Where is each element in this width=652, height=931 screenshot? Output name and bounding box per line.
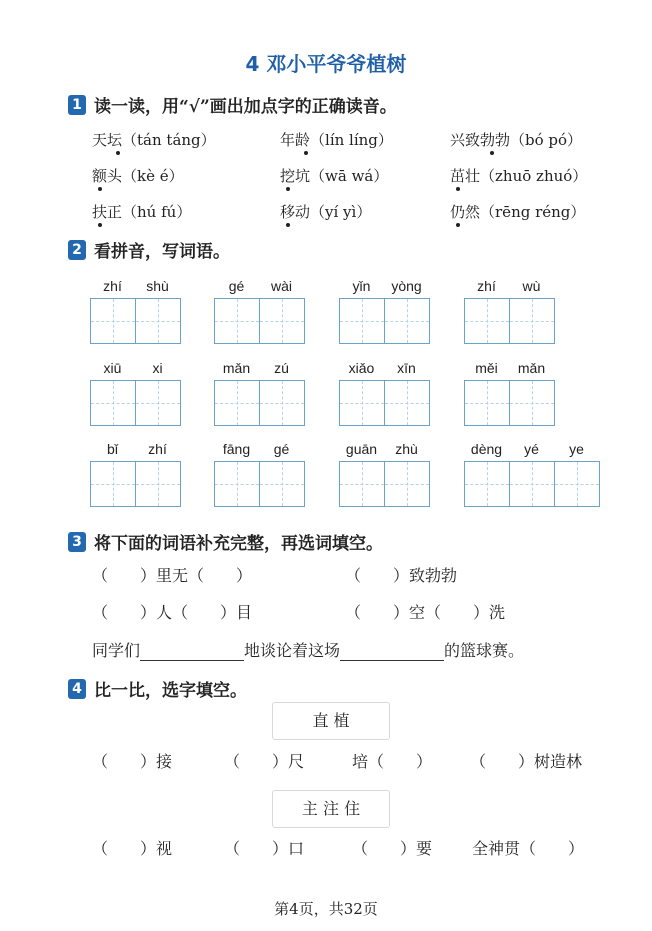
pinyin-label: bǐ bbox=[107, 441, 118, 457]
pinyin-label: xi bbox=[152, 360, 163, 376]
emphasis-dot bbox=[286, 223, 290, 227]
section-3-heading bbox=[68, 529, 383, 554]
writing-cell[interactable] bbox=[339, 298, 385, 344]
pinyin-writing-group bbox=[90, 278, 180, 344]
options: （bó pó） bbox=[510, 131, 583, 149]
pinyin-label: shù bbox=[146, 278, 169, 294]
word: 仍然 bbox=[450, 203, 481, 221]
choice-fill: （ ）尺 bbox=[224, 752, 305, 771]
pinyin-writing-group bbox=[90, 360, 180, 426]
pinyin-label: ye bbox=[569, 441, 584, 457]
pronunciation-item bbox=[92, 129, 216, 150]
sentence-part: 同学们 bbox=[92, 641, 141, 660]
emphasis-dot bbox=[304, 151, 308, 155]
pinyin-label: wù bbox=[522, 278, 541, 294]
writing-cell[interactable] bbox=[214, 461, 260, 507]
section-1-heading bbox=[68, 92, 397, 117]
options: （yí yì） bbox=[310, 203, 372, 221]
pinyin-label: mǎn bbox=[222, 360, 251, 376]
emphasis-dot bbox=[490, 151, 494, 155]
pinyin-writing-group bbox=[339, 278, 429, 344]
choice-fill: 培（ ） bbox=[352, 752, 433, 771]
pronunciation-item bbox=[280, 201, 371, 222]
pronunciation-item bbox=[450, 201, 585, 222]
writing-cell[interactable] bbox=[339, 380, 385, 426]
pinyin-label: yǐn bbox=[352, 278, 371, 294]
pinyin-writing-group bbox=[214, 278, 304, 344]
pinyin-label: zhù bbox=[395, 441, 418, 457]
writing-cell[interactable] bbox=[384, 461, 430, 507]
writing-cell[interactable] bbox=[135, 380, 181, 426]
pinyin-label: xīn bbox=[397, 360, 416, 376]
options: （kè é） bbox=[122, 167, 184, 185]
writing-cell[interactable] bbox=[509, 380, 555, 426]
character-choice-box: 主 注 住 bbox=[272, 790, 390, 828]
section-3-title: 将下面的词语补充完整，再选词填空。 bbox=[94, 534, 383, 554]
emphasis-dot bbox=[98, 223, 102, 227]
word: 移动 bbox=[280, 203, 311, 221]
sentence-part: 地谈论着这场 bbox=[244, 641, 341, 660]
section-4-title: 比一比，选字填空。 bbox=[94, 681, 247, 701]
idiom-fill-2: （ ）致勃勃 bbox=[345, 566, 458, 585]
page-title: 4 邓小平爷爷植树 bbox=[245, 52, 407, 76]
options: （rēng réng） bbox=[480, 203, 586, 221]
pinyin-writing-group bbox=[339, 360, 429, 426]
section-2-heading bbox=[68, 237, 230, 262]
writing-cell[interactable] bbox=[214, 380, 260, 426]
answer-blank[interactable] bbox=[140, 642, 244, 661]
writing-cell[interactable] bbox=[384, 298, 430, 344]
pinyin-writing-group bbox=[214, 360, 304, 426]
choice-fill: （ ）要 bbox=[352, 839, 433, 858]
section-4-number: 4 bbox=[68, 679, 86, 699]
pinyin-label: dèng bbox=[470, 441, 503, 457]
pinyin-label: mǎn bbox=[517, 360, 546, 376]
pronunciation-row-1 bbox=[92, 129, 612, 153]
pronunciation-item bbox=[450, 165, 587, 186]
pinyin-label: měi bbox=[475, 360, 498, 376]
choice-fill: （ ）树造林 bbox=[470, 752, 583, 771]
page-footer: 第4页，共32页 bbox=[274, 900, 378, 918]
pinyin-label: gé bbox=[228, 278, 245, 294]
idiom-fill-3: （ ）人（ ）目 bbox=[92, 603, 253, 622]
pinyin-label: xiū bbox=[103, 360, 122, 376]
pinyin-writing-group bbox=[464, 278, 554, 344]
emphasis-dot bbox=[456, 223, 460, 227]
pinyin-label: fāng bbox=[222, 441, 251, 457]
pinyin-label: xiǎo bbox=[348, 360, 375, 376]
section-2-title: 看拼音，写词语。 bbox=[94, 242, 230, 262]
pinyin-label: yé bbox=[524, 441, 539, 457]
pronunciation-row-3 bbox=[92, 201, 612, 225]
pronunciation-row-2 bbox=[92, 165, 612, 189]
emphasis-dot bbox=[98, 187, 102, 191]
writing-cell[interactable] bbox=[464, 380, 510, 426]
pinyin-writing-group bbox=[464, 360, 554, 426]
pronunciation-item bbox=[280, 165, 388, 186]
word: 年龄 bbox=[280, 131, 311, 149]
pinyin-label: wài bbox=[270, 278, 292, 294]
emphasis-dot bbox=[286, 187, 290, 191]
choice-fill: （ ）接 bbox=[92, 752, 173, 771]
writing-cell[interactable] bbox=[509, 461, 555, 507]
options: （hú fú） bbox=[122, 203, 192, 221]
pinyin-label: gé bbox=[273, 441, 290, 457]
writing-cell[interactable] bbox=[214, 298, 260, 344]
word: 天坛 bbox=[92, 131, 123, 149]
writing-cell[interactable] bbox=[135, 461, 181, 507]
pinyin-label: zú bbox=[274, 360, 289, 376]
writing-cell[interactable] bbox=[554, 461, 600, 507]
pinyin-label: zhí bbox=[477, 278, 496, 294]
options: （lín líng） bbox=[310, 131, 393, 149]
pinyin-label: yòng bbox=[391, 278, 422, 294]
writing-cell[interactable] bbox=[259, 461, 305, 507]
section-2-number: 2 bbox=[68, 240, 86, 260]
emphasis-dot bbox=[116, 151, 120, 155]
emphasis-dot bbox=[456, 187, 460, 191]
writing-cell[interactable] bbox=[259, 380, 305, 426]
section-4-heading bbox=[68, 676, 247, 701]
options: （zhuō zhuó） bbox=[480, 167, 588, 185]
pinyin-writing-group bbox=[90, 441, 180, 507]
writing-cell[interactable] bbox=[464, 461, 510, 507]
writing-cell[interactable] bbox=[384, 380, 430, 426]
fill-sentence bbox=[92, 638, 524, 661]
character-choice-box: 直 植 bbox=[272, 702, 390, 740]
word: 额头 bbox=[92, 167, 123, 185]
pronunciation-item bbox=[280, 129, 393, 150]
answer-blank[interactable] bbox=[340, 642, 444, 661]
options: （tán táng） bbox=[122, 131, 216, 149]
idiom-fill-4: （ ）空（ ）洗 bbox=[345, 603, 506, 622]
pinyin-label: guān bbox=[345, 441, 378, 457]
choice-fill: （ ）视 bbox=[92, 839, 173, 858]
writing-cell[interactable] bbox=[135, 298, 181, 344]
pinyin-label: zhí bbox=[103, 278, 122, 294]
pronunciation-item bbox=[450, 129, 582, 150]
choice-fill: 全神贯（ ） bbox=[472, 839, 585, 858]
writing-cell[interactable] bbox=[90, 380, 136, 426]
pinyin-writing-group bbox=[214, 441, 304, 507]
pinyin-label: zhí bbox=[148, 441, 167, 457]
word: 兴致勃勃 bbox=[450, 131, 511, 149]
options: （wā wá） bbox=[310, 167, 389, 185]
pinyin-writing-group bbox=[464, 441, 599, 507]
writing-cell[interactable] bbox=[509, 298, 555, 344]
word: 茁壮 bbox=[450, 167, 481, 185]
section-3-number: 3 bbox=[68, 532, 86, 552]
pronunciation-item bbox=[92, 201, 191, 222]
word: 挖坑 bbox=[280, 167, 311, 185]
sentence-part: 的篮球赛。 bbox=[444, 641, 525, 660]
section-1-number: 1 bbox=[68, 95, 86, 115]
writing-cell[interactable] bbox=[464, 298, 510, 344]
word: 扶正 bbox=[92, 203, 123, 221]
choice-fill: （ ）口 bbox=[224, 839, 305, 858]
writing-cell[interactable] bbox=[90, 298, 136, 344]
idiom-fill-1: （ ）里无（ ） bbox=[92, 566, 253, 585]
writing-cell[interactable] bbox=[90, 461, 136, 507]
writing-cell[interactable] bbox=[339, 461, 385, 507]
writing-cell[interactable] bbox=[259, 298, 305, 344]
pinyin-writing-group bbox=[339, 441, 429, 507]
section-1-title: 读一读，用“√”画出加点字的正确读音。 bbox=[94, 97, 397, 117]
pronunciation-item bbox=[92, 165, 184, 186]
